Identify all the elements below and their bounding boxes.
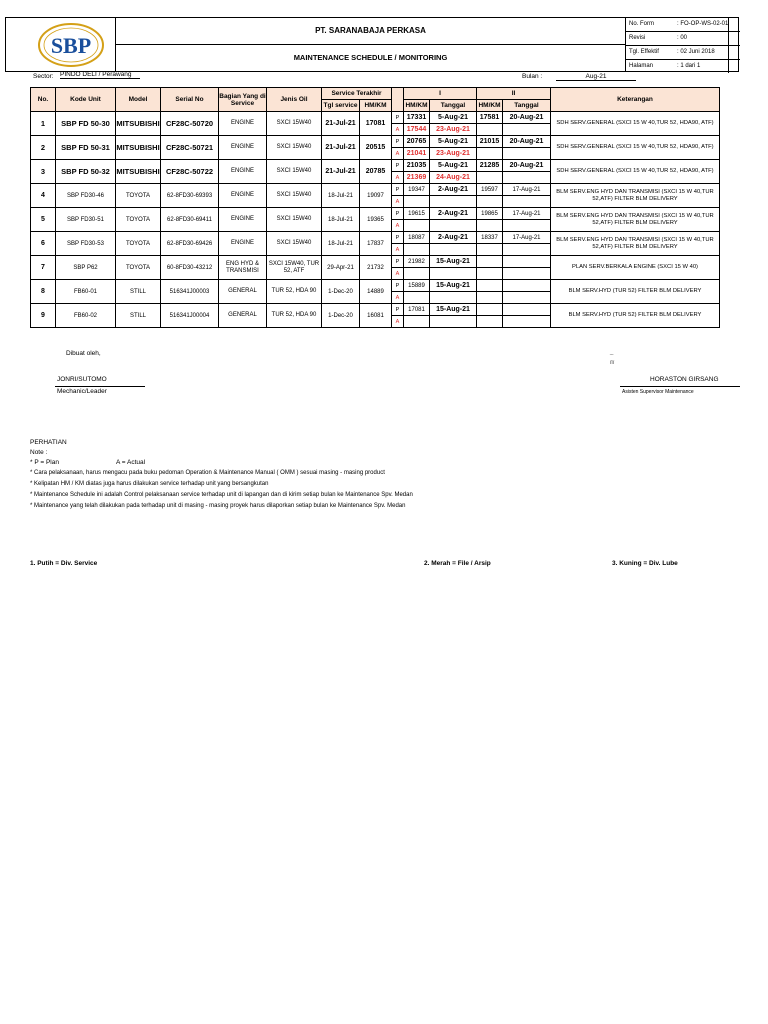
- cell-hmkm: 17837: [360, 232, 392, 256]
- cell-actual-tgl-1: [430, 220, 477, 232]
- cell-plan-marker: P: [392, 184, 404, 196]
- cell-actual-marker: A: [392, 292, 404, 304]
- cell-plan-tgl-2: 17-Aug-21: [503, 208, 551, 220]
- cell-actual-marker: A: [392, 268, 404, 280]
- table-row: [31, 160, 720, 172]
- cell-no: 4: [31, 184, 56, 208]
- cell-plan-tgl-1: 5-Aug-21: [430, 112, 477, 124]
- cell-kode-unit: SBP FD30-53: [56, 232, 116, 256]
- cell-jenis-oil: TUR 52, HDA 90: [267, 304, 322, 328]
- cell-keterangan: BLM SERV.HYD (TUR 52) FILTER BLM DELIVERY: [551, 280, 720, 304]
- cell-hmkm: 17081: [360, 112, 392, 136]
- cell-kode-unit: FB60-02: [56, 304, 116, 328]
- notes-plan: * P = Plan: [30, 459, 59, 466]
- cell-bagian: ENGINE: [219, 160, 267, 184]
- cell-actual-tgl-1: 24-Aug-21: [430, 172, 477, 184]
- cell-jenis-oil: TUR 52, HDA 90: [267, 280, 322, 304]
- cell-plan-tgl-2: 20-Aug-21: [503, 136, 551, 148]
- cell-actual-marker: A: [392, 196, 404, 208]
- cell-keterangan: BLM SERV.ENG HYD DAN TRANSMISI (SXCI 15 W 40,TUR 52,ATF) FILTER BLM DELIVERY: [551, 208, 720, 232]
- cell-plan-hm-2: 19597: [477, 184, 503, 196]
- cell-plan-tgl-2: [503, 304, 551, 316]
- cell-actual-tgl-1: [430, 316, 477, 328]
- left-signer-role: Mechanic/Leader: [57, 388, 107, 395]
- cell-hmkm: 21732: [360, 256, 392, 280]
- table-row: [31, 136, 720, 148]
- cell-actual-marker: A: [392, 148, 404, 160]
- cell-plan-marker: P: [392, 280, 404, 292]
- cell-keterangan: BLM SERV.HYD (TUR 52) FILTER BLM DELIVERY: [551, 304, 720, 328]
- cell-hmkm: 19365: [360, 208, 392, 232]
- cell-hmkm: 20785: [360, 160, 392, 184]
- cell-actual-marker: A: [392, 124, 404, 136]
- cell-actual-tgl-2: [503, 172, 551, 184]
- cell-jenis-oil: SXCI 15W40: [267, 208, 322, 232]
- cell-plan-marker: P: [392, 256, 404, 268]
- cell-plan-marker: P: [392, 160, 404, 172]
- col-keterangan: Keterangan: [551, 88, 720, 112]
- cell-serial: CF28C-50722: [161, 160, 219, 184]
- cell-serial: CF28C-50720: [161, 112, 219, 136]
- cell-model: TOYOTA: [116, 256, 161, 280]
- col-jenis-oil: Jenis Oil: [267, 88, 322, 112]
- table-row: [31, 304, 720, 316]
- cell-jenis-oil: SXCI 15W40: [267, 112, 322, 136]
- cell-no: 5: [31, 208, 56, 232]
- cell-plan-hm-1: 20765: [404, 136, 430, 148]
- cell-actual-tgl-2: [503, 220, 551, 232]
- cell-actual-hm-1: [404, 196, 430, 208]
- cell-plan-tgl-2: 20-Aug-21: [503, 112, 551, 124]
- table-row: [31, 112, 720, 124]
- cell-serial: 62-8FD30-69411: [161, 208, 219, 232]
- cell-plan-tgl-1: 2-Aug-21: [430, 184, 477, 196]
- cell-plan-marker: P: [392, 136, 404, 148]
- cell-keterangan: SDH SERV.GENERAL (SXCI 15 W 40,TUR 52, HDA90, ATF): [551, 112, 720, 136]
- cell-jenis-oil: SXCI 15W40: [267, 232, 322, 256]
- right-signer-name: HORASTON GIRSANG: [650, 376, 719, 383]
- cell-actual-hm-2: [477, 220, 503, 232]
- cell-plan-hm-2: [477, 256, 503, 268]
- col-tanggal-1: Tanggal: [430, 100, 477, 112]
- cell-plan-hm-1: 17331: [404, 112, 430, 124]
- notes-title: PERHATIAN: [30, 439, 67, 446]
- cell-plan-hm-1: 21035: [404, 160, 430, 172]
- cell-plan-hm-2: 21285: [477, 160, 503, 172]
- cell-plan-tgl-1: 2-Aug-21: [430, 232, 477, 244]
- note-line-1: * Cara pelaksanaan, harus mengacu pada buku pedoman Operation & Maintenance Manual ( OMM ) sesuai masing - masing product: [30, 470, 385, 476]
- cell-actual-tgl-1: [430, 268, 477, 280]
- cell-actual-tgl-2: [503, 148, 551, 160]
- cell-hmkm: 16081: [360, 304, 392, 328]
- cell-plan-hm-2: [477, 304, 503, 316]
- cell-hmkm: 19097: [360, 184, 392, 208]
- right-signer-role: Asisten Supervisor Maintenance: [622, 389, 694, 395]
- cell-plan-hm-2: 19865: [477, 208, 503, 220]
- cell-tgl-service: 1-Dec-20: [322, 280, 360, 304]
- cell-tgl-service: 21-Jul-21: [322, 112, 360, 136]
- col-service-terakhir: Service Terakhir: [322, 88, 392, 100]
- cell-kode-unit: SBP FD 50-32: [56, 160, 116, 184]
- col-tanggal-2: Tanggal: [503, 100, 551, 112]
- meta-halaman: Halaman : 1 dari 1: [629, 63, 701, 69]
- cell-plan-marker: P: [392, 232, 404, 244]
- col-pa: [392, 88, 404, 112]
- cell-bagian: ENGINE: [219, 136, 267, 160]
- cell-serial: CF28C-50721: [161, 136, 219, 160]
- cell-actual-hm-2: [477, 148, 503, 160]
- schedule-table: [30, 87, 720, 328]
- cell-actual-hm-1: 21369: [404, 172, 430, 184]
- cell-actual-hm-2: [477, 172, 503, 184]
- bulan-label: Bulan :: [522, 73, 543, 80]
- cell-model: STILL: [116, 280, 161, 304]
- cell-plan-tgl-1: 15-Aug-21: [430, 304, 477, 316]
- col-hmkm-2: HM/KM: [477, 100, 503, 112]
- cell-bagian: GENERAL: [219, 304, 267, 328]
- cell-keterangan: SDH SERV.GENERAL (SXCI 15 W 40,TUR 52, HDA90, ATF): [551, 136, 720, 160]
- cell-actual-hm-1: [404, 292, 430, 304]
- cell-kode-unit: SBP FD30-46: [56, 184, 116, 208]
- cell-plan-tgl-1: 15-Aug-21: [430, 256, 477, 268]
- cell-model: MITSUBISHI: [116, 112, 161, 136]
- cell-actual-hm-2: [477, 124, 503, 136]
- cell-model: TOYOTA: [116, 184, 161, 208]
- cell-no: 1: [31, 112, 56, 136]
- cell-no: 6: [31, 232, 56, 256]
- copy-putih: 1. Putih = Div. Service: [30, 560, 98, 567]
- table-row: [31, 256, 720, 268]
- cell-actual-tgl-1: 23-Aug-21: [430, 148, 477, 160]
- cell-actual-hm-2: [477, 268, 503, 280]
- sector-value: PINDO DELI / Perawang: [60, 71, 140, 79]
- cell-tgl-service: 29-Apr-21: [322, 256, 360, 280]
- cell-actual-tgl-2: [503, 124, 551, 136]
- bulan-value: Aug-21: [556, 73, 636, 81]
- cell-plan-tgl-1: 5-Aug-21: [430, 160, 477, 172]
- table-row: [31, 280, 720, 292]
- cell-actual-hm-1: 21041: [404, 148, 430, 160]
- cell-tgl-service: 18-Jul-21: [322, 184, 360, 208]
- cell-plan-hm-1: 15889: [404, 280, 430, 292]
- cell-plan-tgl-1: 2-Aug-21: [430, 208, 477, 220]
- cell-kode-unit: SBP FD 50-31: [56, 136, 116, 160]
- cell-actual-hm-1: 17544: [404, 124, 430, 136]
- table-row: [31, 232, 720, 244]
- col-model: Model: [116, 88, 161, 112]
- left-signer-name: JONRI/SUTOMO: [57, 376, 107, 383]
- cell-jenis-oil: SXCI 15W40: [267, 184, 322, 208]
- cell-plan-tgl-2: [503, 256, 551, 268]
- cell-model: STILL: [116, 304, 161, 328]
- col-period-i: I: [404, 88, 477, 100]
- cell-plan-tgl-2: 17-Aug-21: [503, 232, 551, 244]
- cell-no: 2: [31, 136, 56, 160]
- cell-keterangan: SDH SERV.GENERAL (SXCI 15 W 40,TUR 52, HDA90, ATF): [551, 160, 720, 184]
- cell-plan-hm-1: 21982: [404, 256, 430, 268]
- cell-plan-hm-1: 19347: [404, 184, 430, 196]
- cell-plan-tgl-1: 5-Aug-21: [430, 136, 477, 148]
- cell-bagian: ENGINE: [219, 232, 267, 256]
- note-line-2: * Kelipatan HM / KM diatas juga harus dilakukan service terhadap unit yang bersangkutan: [30, 481, 269, 487]
- cell-hmkm: 14889: [360, 280, 392, 304]
- cell-jenis-oil: SXCI 15W40, TUR 52, ATF: [267, 256, 322, 280]
- cell-jenis-oil: SXCI 15W40: [267, 136, 322, 160]
- cell-plan-marker: P: [392, 112, 404, 124]
- col-serial: Serial No: [161, 88, 219, 112]
- cell-plan-tgl-2: 20-Aug-21: [503, 160, 551, 172]
- meta-revisi: Revisi : 00: [629, 35, 688, 41]
- cell-actual-tgl-2: [503, 196, 551, 208]
- dibuat-oleh: Dibuat oleh,: [66, 350, 101, 357]
- cell-no: 8: [31, 280, 56, 304]
- cell-plan-hm-1: 19615: [404, 208, 430, 220]
- cell-bagian: GENERAL: [219, 280, 267, 304]
- cell-hmkm: 20515: [360, 136, 392, 160]
- cell-actual-hm-2: [477, 244, 503, 256]
- cell-tgl-service: 1-Dec-20: [322, 304, 360, 328]
- cell-actual-hm-2: [477, 316, 503, 328]
- cell-actual-tgl-2: [503, 268, 551, 280]
- cell-actual-hm-2: [477, 196, 503, 208]
- form-meta: [625, 17, 739, 72]
- cell-keterangan: PLAN SERV.BERKALA ENGINE (SXCI 15 W 40): [551, 256, 720, 280]
- cell-plan-tgl-2: 17-Aug-21: [503, 184, 551, 196]
- cell-plan-hm-1: 18087: [404, 232, 430, 244]
- cell-plan-marker: P: [392, 208, 404, 220]
- cell-bagian: ENGINE: [219, 112, 267, 136]
- table-row: [31, 208, 720, 220]
- col-period-ii: II: [477, 88, 551, 100]
- cell-keterangan: BLM SERV.ENG HYD DAN TRANSMISI (SXCI 15 W 40,TUR 52,ATF) FILTER BLM DELIVERY: [551, 232, 720, 256]
- cell-kode-unit: SBP FD30-51: [56, 208, 116, 232]
- cell-tgl-service: 18-Jul-21: [322, 208, 360, 232]
- logo-text: SBP: [50, 33, 92, 58]
- meta-tgl-effektif: Tgl. Effektif : 02 Juni 2018: [629, 49, 715, 55]
- cell-plan-hm-2: 18337: [477, 232, 503, 244]
- cell-plan-hm-2: [477, 280, 503, 292]
- cell-no: 7: [31, 256, 56, 280]
- note-line-3: * Maintenance Schedule ini adalah Control pelaksanaan service terhadap unit di lapangan dan di kirim setiap bulan ke Maintenance Spv. Medan: [30, 492, 413, 498]
- cell-serial: 62-8FD30-69393: [161, 184, 219, 208]
- cell-no: 9: [31, 304, 56, 328]
- notes-label: Note :: [30, 449, 48, 456]
- cell-serial: 62-8FD30-69426: [161, 232, 219, 256]
- cell-actual-hm-1: [404, 220, 430, 232]
- copy-kuning: 3. Kuning = Div. Lube: [612, 560, 678, 567]
- cell-serial: 60-8FD30-43212: [161, 256, 219, 280]
- cell-kode-unit: SBP FD 50-30: [56, 112, 116, 136]
- cell-bagian: ENGINE: [219, 184, 267, 208]
- col-tgl-service: Tgl service: [322, 100, 360, 112]
- cell-actual-tgl-2: [503, 316, 551, 328]
- note-line-4: * Maintenance yang telah dilakukan pada terhadap unit di masing - masing proyek harus dilaporkan setiap bulan ke Maintenance Spv. Medan: [30, 503, 406, 509]
- col-bagian: Bagian Yang di Service: [219, 88, 267, 112]
- cell-model: TOYOTA: [116, 232, 161, 256]
- cell-actual-hm-1: [404, 268, 430, 280]
- table-row: [31, 184, 720, 196]
- meta-no-form: No. Form : FO-OP-WS-02-01: [629, 21, 729, 27]
- cell-actual-tgl-1: [430, 196, 477, 208]
- cell-actual-tgl-2: [503, 292, 551, 304]
- col-kode-unit: Kode Unit: [56, 88, 116, 112]
- cell-actual-marker: A: [392, 316, 404, 328]
- copy-merah: 2. Merah = File / Arsip: [424, 560, 491, 567]
- cell-plan-marker: P: [392, 304, 404, 316]
- col-no: No.: [31, 88, 56, 112]
- cell-bagian: ENGINE: [219, 208, 267, 232]
- cell-plan-tgl-1: 15-Aug-21: [430, 280, 477, 292]
- cell-actual-tgl-1: [430, 244, 477, 256]
- cell-actual-marker: A: [392, 172, 404, 184]
- cell-kode-unit: FB60-01: [56, 280, 116, 304]
- sbp-logo: [36, 21, 106, 69]
- cell-jenis-oil: SXCI 15W40: [267, 160, 322, 184]
- cell-plan-hm-2: 17581: [477, 112, 503, 124]
- cell-plan-hm-2: 21015: [477, 136, 503, 148]
- cell-actual-tgl-1: [430, 292, 477, 304]
- cell-serial: 516341J00003: [161, 280, 219, 304]
- form-header: [5, 17, 739, 72]
- cell-actual-tgl-2: [503, 244, 551, 256]
- signature-mark: ‾‾ ïïï: [610, 355, 615, 366]
- cell-actual-hm-1: [404, 316, 430, 328]
- cell-plan-tgl-2: [503, 280, 551, 292]
- cell-actual-marker: A: [392, 220, 404, 232]
- cell-tgl-service: 21-Jul-21: [322, 160, 360, 184]
- cell-model: MITSUBISHI: [116, 136, 161, 160]
- cell-no: 3: [31, 160, 56, 184]
- cell-bagian: ENG HYD & TRANSMISI: [219, 256, 267, 280]
- company-name: PT. SARANABAJA PERKASA: [115, 17, 626, 45]
- form-subtitle: MAINTENANCE SCHEDULE / MONITORING: [115, 44, 626, 72]
- cell-actual-hm-1: [404, 244, 430, 256]
- notes-actual: A = Actual: [116, 459, 146, 466]
- cell-plan-hm-1: 17081: [404, 304, 430, 316]
- cell-serial: 516341J00004: [161, 304, 219, 328]
- cell-tgl-service: 21-Jul-21: [322, 136, 360, 160]
- cell-model: MITSUBISHI: [116, 160, 161, 184]
- cell-actual-marker: A: [392, 244, 404, 256]
- cell-tgl-service: 18-Jul-21: [322, 232, 360, 256]
- sector-label: Sector:: [33, 73, 54, 80]
- col-hmkm-1: HM/KM: [404, 100, 430, 112]
- cell-actual-hm-2: [477, 292, 503, 304]
- col-hmkm: HM/KM: [360, 100, 392, 112]
- cell-kode-unit: SBP P62: [56, 256, 116, 280]
- cell-keterangan: BLM SERV.ENG HYD DAN TRANSMISI (SXCI 15 W 40,TUR 52,ATF) FILTER BLM DELIVERY: [551, 184, 720, 208]
- cell-actual-tgl-1: 23-Aug-21: [430, 124, 477, 136]
- cell-model: TOYOTA: [116, 208, 161, 232]
- logo-box: [5, 17, 116, 72]
